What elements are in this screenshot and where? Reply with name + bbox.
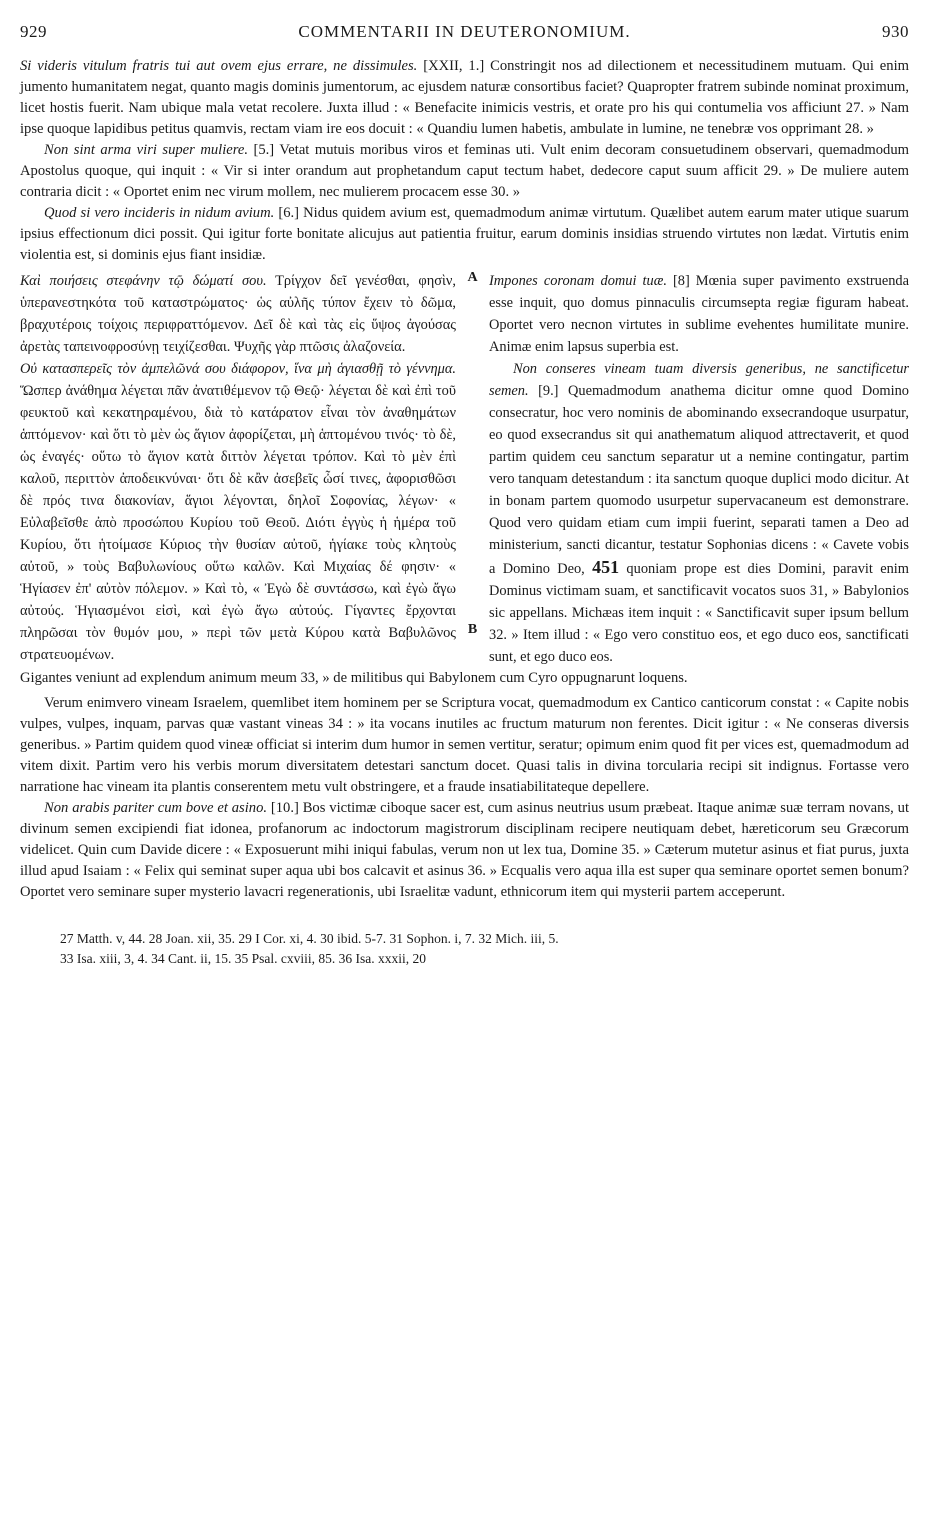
- page: [20, 0, 909, 969]
- lemma: Si videris vitulum fratris tui aut ovem ejus errare, ne dissimules.: [20, 58, 418, 74]
- paragraph-birds-nest: [20, 203, 909, 266]
- marker-a: A: [467, 270, 478, 285]
- column-markers: [463, 270, 483, 668]
- running-title: COMMENTARII IN DEUTERONOMIUM.: [298, 22, 631, 41]
- latin-lemma: Non conseres vineam tuam diversis generibus, ne sanctificetur semen.: [489, 361, 909, 399]
- lemma: Non sint arma viri super muliere.: [44, 142, 249, 158]
- marker-b: B: [467, 622, 478, 637]
- paragraph-text: [XXII, 1.] Constringit nos ad dilectionem et necessitudinem mutuam. Qui enim jumento humanitatem negat, quanto magis dominis jumentorum, ac ejusdem naturæ consortibus faciet? Quapropter fratrem subinde nominat proximum, licet hostis fuerit. Nam ubique mala vetat recolere. Juxta illud : « Benefacite inimicis vestris, et orate pro his qui contumelia vos afficiunt 27. » Nam ipse quoque lapidibus petitus quamvis, rectam viam ire eos docuit : « Quandiu lumen habetis, ambulate in lumine, ne tenebræ vos opprimant 28. »: [20, 58, 909, 137]
- greek-lemma: Οὐ κατασπερεῖς τὸν ἀμπελῶνά σου διάφορον, ἵνα μὴ ἁγιασθῇ τὸ γέννημα.: [20, 361, 456, 377]
- bottom-section: [20, 693, 909, 903]
- latin-column: [489, 270, 909, 668]
- right-column-number: 930: [881, 22, 909, 41]
- left-column-number: 929: [20, 22, 47, 41]
- latin-lemma: Impones coronam domui tuæ.: [489, 273, 667, 289]
- lemma: Non arabis pariter cum bove et asino.: [44, 800, 268, 816]
- continuation-text: Gigantes veniunt ad explendum animum meum 33, » de militibus qui Babylonem cum Cyro oppugnarunt loquens.: [20, 670, 688, 686]
- greek-column: [20, 270, 456, 668]
- greek-paragraph-vineyard: [20, 358, 456, 666]
- greek-paragraph-crown: [20, 270, 456, 358]
- paragraph-text: [6.] Nidus quidem avium est, quemadmodum animæ virtutum. Quælibet autem earum mater utique suarum ipsius effectionum dici possit. Qui igitur forte bonitate alicujus aut patientia fruitur, earum dominis insidias struendo virtutes non lædat. Virtutis enim violentia est, si dominis ejus fiant insidiæ.: [20, 205, 909, 263]
- latin-paragraph-crown: [489, 270, 909, 358]
- paragraph-arms-of-man: [20, 140, 909, 203]
- greek-text: Τρίγχον δεῖ γενέσθαι, φησὶν, ὑπερανεστηκότα τοῦ καταστρώματος· ὡς αὐλῆς τύπον ἔχειν τὸ δῶμα, βραχυτέροις τοίχοις περιφραττόμενον. Δεῖ δὲ καὶ τὰς εἰς ὕψος ἀγούσας ἀρετὰς ταπεινοφροσύνῃ τειχίζεσθαι. Ψυχῆς γὰρ πτῶσις ἀλαζονεία.: [20, 273, 456, 355]
- greek-lemma: Καὶ ποιήσεις στεφάνην τῷ δώματί σου.: [20, 273, 267, 289]
- paragraph-text: Verum enimvero vineam Israelem, quemlibet item hominem per se Scriptura vocat, quemadmodum ex Cantico canticorum constat : « Capite nobis vulpes, vulpes, inquam, parvas quæ vastant vineas 34 : » ita vocans inutiles ac fructum maturum non ferentes. Dicit igitur : « Ne conseras diversis generibus. » Partim quidem quod vineæ officiat si interim dum humor in semen vertitur, seratur; opimum enim quod fit per vices est, quemadmodum ad vitem dixit. Partim vero his verbis morum diversitatem detestari sanctum docet. Quasi talis in divina torcularia recipi sit indignus. Fortasse vero narratione hac vineam ita plantis conserentem metu vult obstringere, et a fraude insatiabilitateque depellere.: [20, 695, 909, 795]
- paragraph-vineyard-israel: [20, 693, 909, 798]
- footnote-line: 33 Isa. xiii, 3, 4. 34 Cant. ii, 15. 35 Psal. cxviii, 85. 36 Isa. xxxii, 20: [60, 951, 426, 966]
- latin-text: [8] Mœnia super pavimento exstruenda esse inquit, quo domus pinnaculis circumsepta regiæ figuram habeat. Oportet vero necnon virtutes in sublime evehentes humilitate munire. Animæ enim lapsus superbia est.: [489, 273, 909, 355]
- latin-paragraph-vineyard: [489, 358, 909, 668]
- latin-text: quoniam prope est dies Domini, paravit enim Dominus victimam suam, et sanctificavit vocatos suos 31, » Babylonios sic appellans. Michæas item inquit : « Sanctificavit super ipsum bellum 32. » Item illud : « Ego vero constituo eos, et ego duco eos, sanctificati sunt, et ego duco eos.: [489, 561, 909, 665]
- greek-text: Ὥσπερ ἀνάθημα λέγεται πᾶν ἀνατιθέμενον τῷ Θεῷ· λέγεται δὲ καὶ ἐπὶ τοῦ φευκτοῦ καὶ κεκατηραμένου, διὰ τὸ κατάρατον εἶναι τὸν ἀναθημάτων ἁπτόμενον· καὶ ὅτι τὸ μὲν ὡς ἅγιον ἀφορίζεται, μὴ ἁπτομένου τινός· τὸ δὲ, ὡς ἐναγές· οὕτω τὸ ἅγιον κατὰ διττὸν λέγεται τρόπον. Καὶ τὸ μὲν ἐπὶ καλοῦ, περιττὸν ἀποδεικνύναι· ὅτι δὲ κἂν ἀσεβεῖς ὦσί τινες, ἀφορισθῶσι δὲ πρός τινα διακονίαν, ἅγιοι λέγονται, δηλοῖ Σοφονίας, λέγων· « Εὐλαβεῖσθε ἀπὸ προσώπου Κυρίου τοῦ Θεοῦ. Διότι ἐγγὺς ἡ ἡμέρα τοῦ Κυρίου, ὅτι ἡτοίμασε Κύριος τὴν θυσίαν αὐτοῦ, ἡγίακε τοὺς κλητοὺς αὐτοῦ, » τοὺς Βαβυλωνίους οὕτω καλῶν. Καὶ Μιχαίας δέ φησιν· « Ἡγίασεν ἐπ' αὐτὸν πόλεμον. » Καὶ τὸ, « Ἐγὼ δὲ συντάσσω, καὶ ἐγὼ ἄγω αὐτούς. Ἡγιασμένοι εἰσὶ, καὶ ἐγὼ ἄγω αὐτούς. Γίγαντες ἔρχονται πληρῶσαι τὸν θυμόν μου, » περὶ τῶν μετὰ Κύρου κατὰ Βαβυλῶνος στρατευομένων.: [20, 383, 456, 663]
- two-column-section: [20, 270, 909, 668]
- footnote-line: 27 Matth. v, 44. 28 Joan. xii, 35. 29 I Cor. xi, 4. 30 ibid. 5-7. 31 Sophon. i, 7. 32 Mich. iii, 5.: [60, 931, 559, 946]
- paragraph-text: [10.] Bos victimæ ciboque sacer est, cum asinus neutrius usum præbeat. Itaque animæ suæ terram novans, ut divinum semen excipiendi fiat idonea, profanorum ac indoctorum magistrorum disciplinam recipere neutiquam debet, hæreticorum seu Græcorum videlicet. Quin cum Davide dicere : « Exposuerunt mihi iniqui fabulas, verum non ut lex tua, Domine 35. » Cæterum mutetur asinus et fiat purus, juxta illud apud Isaiam : « Felix qui seminat super aqua ubi bos calcavit et asinus 36. » Ecqualis vero aqua illa est super qua seminare oportet semen bonum? Oportet vero seminare super mysterio lavacri regenerationis, ubi Israelitæ vadunt, ethnicorum item qui mysterii partem acceperunt.: [20, 800, 909, 900]
- top-section: [20, 56, 909, 266]
- page-header: [20, 0, 909, 56]
- footnotes: [20, 929, 909, 969]
- lemma: Quod si vero incideris in nidum avium.: [44, 205, 275, 221]
- paragraph-lost-animal: [20, 56, 909, 140]
- latin-text: [9.] Quemadmodum anathema dicitur omne quod Domino consecratur, hoc vero nominis de abominando exsecrandoque usurpatur, eo quod exsecrandus sit qui anathematum aliquod attrectaverit, et quod partim quidem ceu sanctum separatur ut a nemine contingatur, partim vero tanquam detestandum : ita sanctum quoque duplici modo dicitur. At in bonam partem quomodo usurpetur supervacaneum est demonstrare. Quod vero quidam etiam cum impii fuerint, separati tamen a Deo ad ministerium, sancti dicantur, testatur Sophonias dicens : « Cavete vobis a Domino Deo,: [489, 383, 909, 577]
- paragraph-text: [5.] Vetat mutuis moribus viros et feminas uti. Vult enim decoram consuetudinem observari, quemadmodum Apostolus quoque, qui inquit : « Vir si inter orandum aut prophetandum caput tectum habet, dedecore caput suum afficit 29. » De muliere autem contraria dicit : « Oportet enim nec virum mollem, nec mulierem procacem esse 30. »: [20, 142, 909, 200]
- migne-column-number: 451: [592, 557, 620, 577]
- paragraph-ox-and-ass: [20, 798, 909, 903]
